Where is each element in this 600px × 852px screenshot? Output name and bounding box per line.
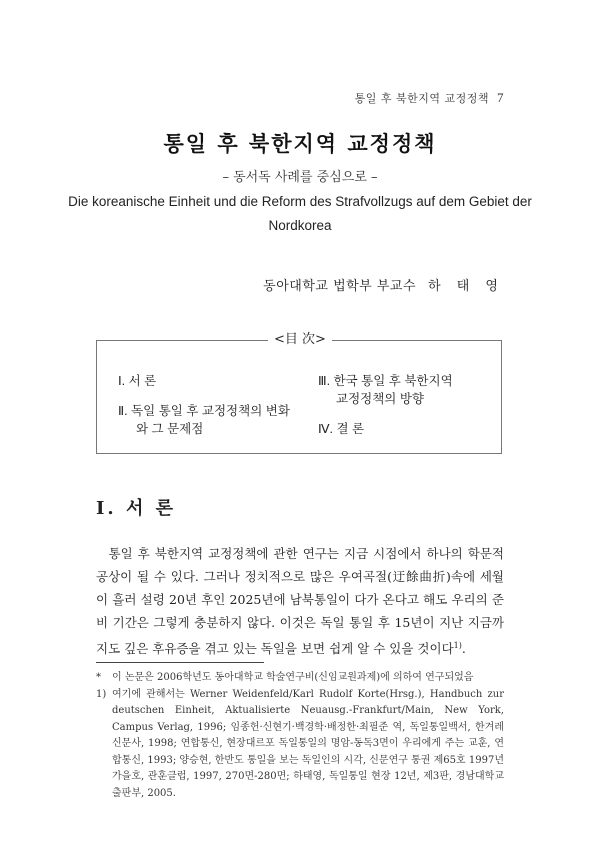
footnote [96, 687, 504, 803]
footnote-text: 이 논문은 2006학년도 동아대학교 학술연구비(신임교원과제)에 의하여 연구되었음 [112, 672, 474, 683]
paper-subtitle: – 동서독 사례를 중심으로 – [222, 170, 378, 185]
footnote-text: 여기에 관해서는 Werner Weidenfeld/Karl Rudolf Korte(Hrsg.), Handbuch zur deutschen Einheit, Aktualisierte Neuausg.-Frankfurt/Main, New York, Campus Verlag, 1996; 임종헌·신현기·백경학·배정한·최필준 역, 독일통일백서, 한겨레신문사, 1998; 연합통신, 현장대르포 독일통일의 명암-동독3면이 우리에게 주는 교훈, 연합통신, 1993; 양승현, 한반도 통일을 보는 독일인의 시각, 신문연구 통권 제65호 1997년 가을호, 관훈클럽, 1997, 270면-280면; 하태영, 독일통일 현장 12년, 제3판, 경남대학교 출판부, 2005. [112, 688, 504, 799]
toc-item-chapter2[interactable]: Ⅱ. 독일 통일 후 교정정책의 변화 [118, 404, 290, 418]
toc-item-chapter3[interactable]: Ⅲ. 한국 통일 후 북한지역 [318, 374, 453, 388]
body-text: 통일 후 북한지역 교정정책에 관한 연구는 지금 시점에서 하나의 학문적 공상이 될 수 있다. 그러나 정치적으로 많은 우여곡절(迂餘曲折)속에 세월이 흘러 설령 20년 후인 2025년에 남북통일이 다가 온다고 해도 우리의 준비 기간은 그렇게 충분하지 않다. 이것은 독일 통일 후 15년이 지난 지금까지도 깊은 후유증을 겪고 있는 독일을 보면 쉽게 알 수 있을 것이다 [96, 546, 504, 657]
author-name: 하 태 영 [428, 279, 504, 294]
body-paragraph [96, 542, 504, 660]
footnote-ref[interactable]: 1) [453, 641, 462, 650]
footnote-rule [96, 662, 264, 663]
german-title: Die koreanische Einheit und die Reform des Strafvollzugs auf dem Gebiet der Nordkorea [68, 194, 532, 233]
toc-item-chapter3-cont[interactable]: 교정정책의 방향 [336, 392, 424, 406]
author-line [263, 275, 504, 294]
paper-title: 통일 후 북한지역 교정정책 [163, 131, 437, 156]
page-number: 7 [497, 90, 504, 105]
running-head-title: 통일 후 북한지역 교정정책 [354, 92, 489, 105]
toc-item-chapter2-cont[interactable]: 와 그 문제점 [136, 422, 204, 436]
footnote-mark: * [96, 672, 101, 683]
footnote-mark: 1) [96, 688, 107, 700]
footnote [96, 670, 504, 687]
body-text-end: . [461, 641, 466, 657]
author-affiliation: 동아대학교 법학부 부교수 [263, 279, 417, 294]
toc-heading-wrap [0, 328, 600, 347]
toc-item-conclusion[interactable]: Ⅳ. 결 론 [318, 422, 365, 436]
footnotes [96, 670, 504, 802]
toc-heading: <目 次> [268, 332, 332, 347]
section-heading: Ⅰ. 서 론 [96, 498, 176, 519]
running-head [355, 90, 504, 106]
toc-item-intro[interactable]: Ⅰ. 서 론 [118, 374, 157, 388]
